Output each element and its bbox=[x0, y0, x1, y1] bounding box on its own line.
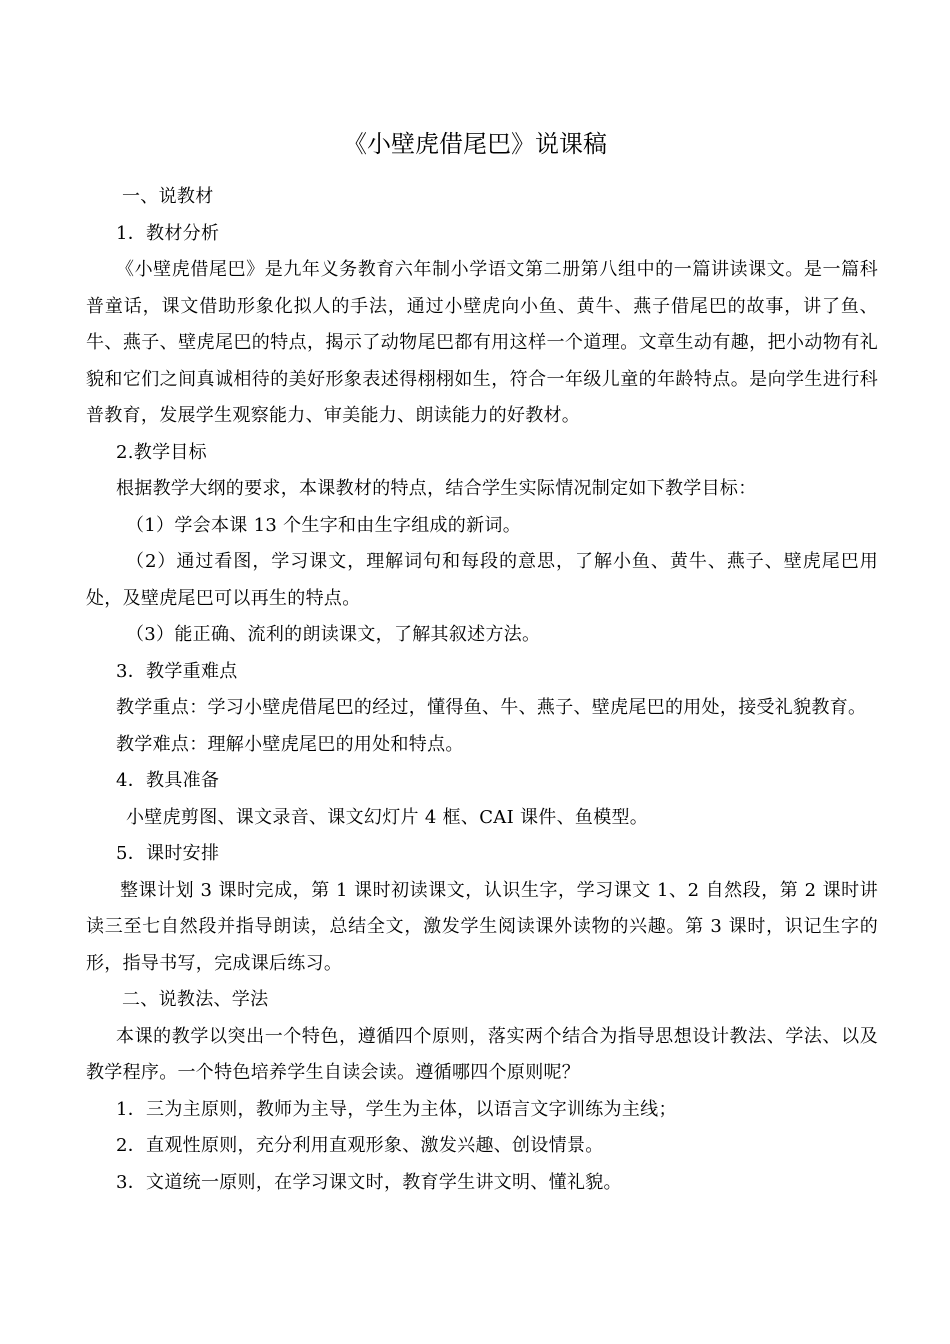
section-heading-textbook: 一、说教材 bbox=[122, 186, 214, 207]
document-title: 《小壁虎借尾巴》说课稿 bbox=[343, 130, 607, 158]
principle-item-2: 2．直观性原则，充分利用直观形象、激发兴趣、创设情景。 bbox=[116, 1135, 604, 1156]
subheading-teaching-aids: 4．教具准备 bbox=[116, 770, 220, 791]
principle-item-1: 1．三为主原则，教师为主导，学生为主体，以语言文字训练为主线； bbox=[116, 1098, 677, 1120]
subheading-textbook-analysis: 1．教材分析 bbox=[116, 222, 220, 244]
paragraph-methods: 本课的教学以突出一个特色，遵循四个原则，落实两个结合为指导思想设计教法、学法、以及教学程序。一个特色培养学生自读会读。遵循哪四个原则呢？ bbox=[86, 1025, 878, 1083]
principle-item-3: 3．文道统一原则，在学习课文时，教育学生讲文明、懂礼貌。 bbox=[116, 1171, 622, 1193]
section-heading-methods: 二、说教法、学法 bbox=[122, 989, 269, 1010]
paragraph-difficult-point: 教学难点：理解小壁虎尾巴的用处和特点。 bbox=[116, 733, 464, 755]
document-body bbox=[86, 179, 878, 1201]
objective-item-1: （1）学会本课 13 个生字和由生字组成的新词。 bbox=[126, 514, 521, 536]
subheading-key-difficult-points: 3．教学重难点 bbox=[116, 660, 238, 682]
paragraph-textbook-analysis: 《小壁虎借尾巴》是九年义务教育六年制小学语文第二册第八组中的一篇讲读课文。是一篇科普童话，课文借助形象化拟人的手法，通过小壁虎向小鱼、黄牛、燕子借尾巴的故事，讲了鱼、牛、燕子、壁虎尾巴的特点，揭示了动物尾巴都有用这样一个道理。文章生动有趣，把小动物有礼貌和它们之间真诚相待的美好形象表述得栩栩如生，符合一年级儿童的年龄特点。是向学生进行科普教育，发展学生观察能力、审美能力、朗读能力的好教材。 bbox=[86, 259, 878, 426]
subheading-schedule: 5．课时安排 bbox=[116, 843, 220, 864]
paragraph-objectives-intro: 根据教学大纲的要求，本课教材的特点，结合学生实际情况制定如下教学目标： bbox=[116, 478, 757, 499]
objective-item-3: （3）能正确、流利的朗读课文，了解其叙述方法。 bbox=[126, 624, 541, 645]
paragraph-teaching-aids: 小壁虎剪图、课文录音、课文幻灯片 4 框、CAI 课件、鱼模型。 bbox=[126, 806, 649, 828]
paragraph-schedule: 整课计划 3 课时完成，第 1 课时初读课文，认识生字，学习课文 1、2 自然段，第 2 课时讲读三至七自然段并指导朗读，总结全文，激发学生阅读课外读物的兴趣。第 3 课时，识记生字的形，指导书写，完成课后练习。 bbox=[86, 879, 878, 974]
subheading-teaching-objectives: 2.教学目标 bbox=[116, 441, 207, 463]
objective-item-2: （2）通过看图，学习课文，理解词句和每段的意思，了解小鱼、黄牛、燕子、壁虎尾巴用处，及壁虎尾巴可以再生的特点。 bbox=[86, 551, 878, 609]
paragraph-key-point: 教学重点：学习小壁虎借尾巴的经过，懂得鱼、牛、燕子、壁虎尾巴的用处，接受礼貌教育。 bbox=[116, 697, 867, 718]
